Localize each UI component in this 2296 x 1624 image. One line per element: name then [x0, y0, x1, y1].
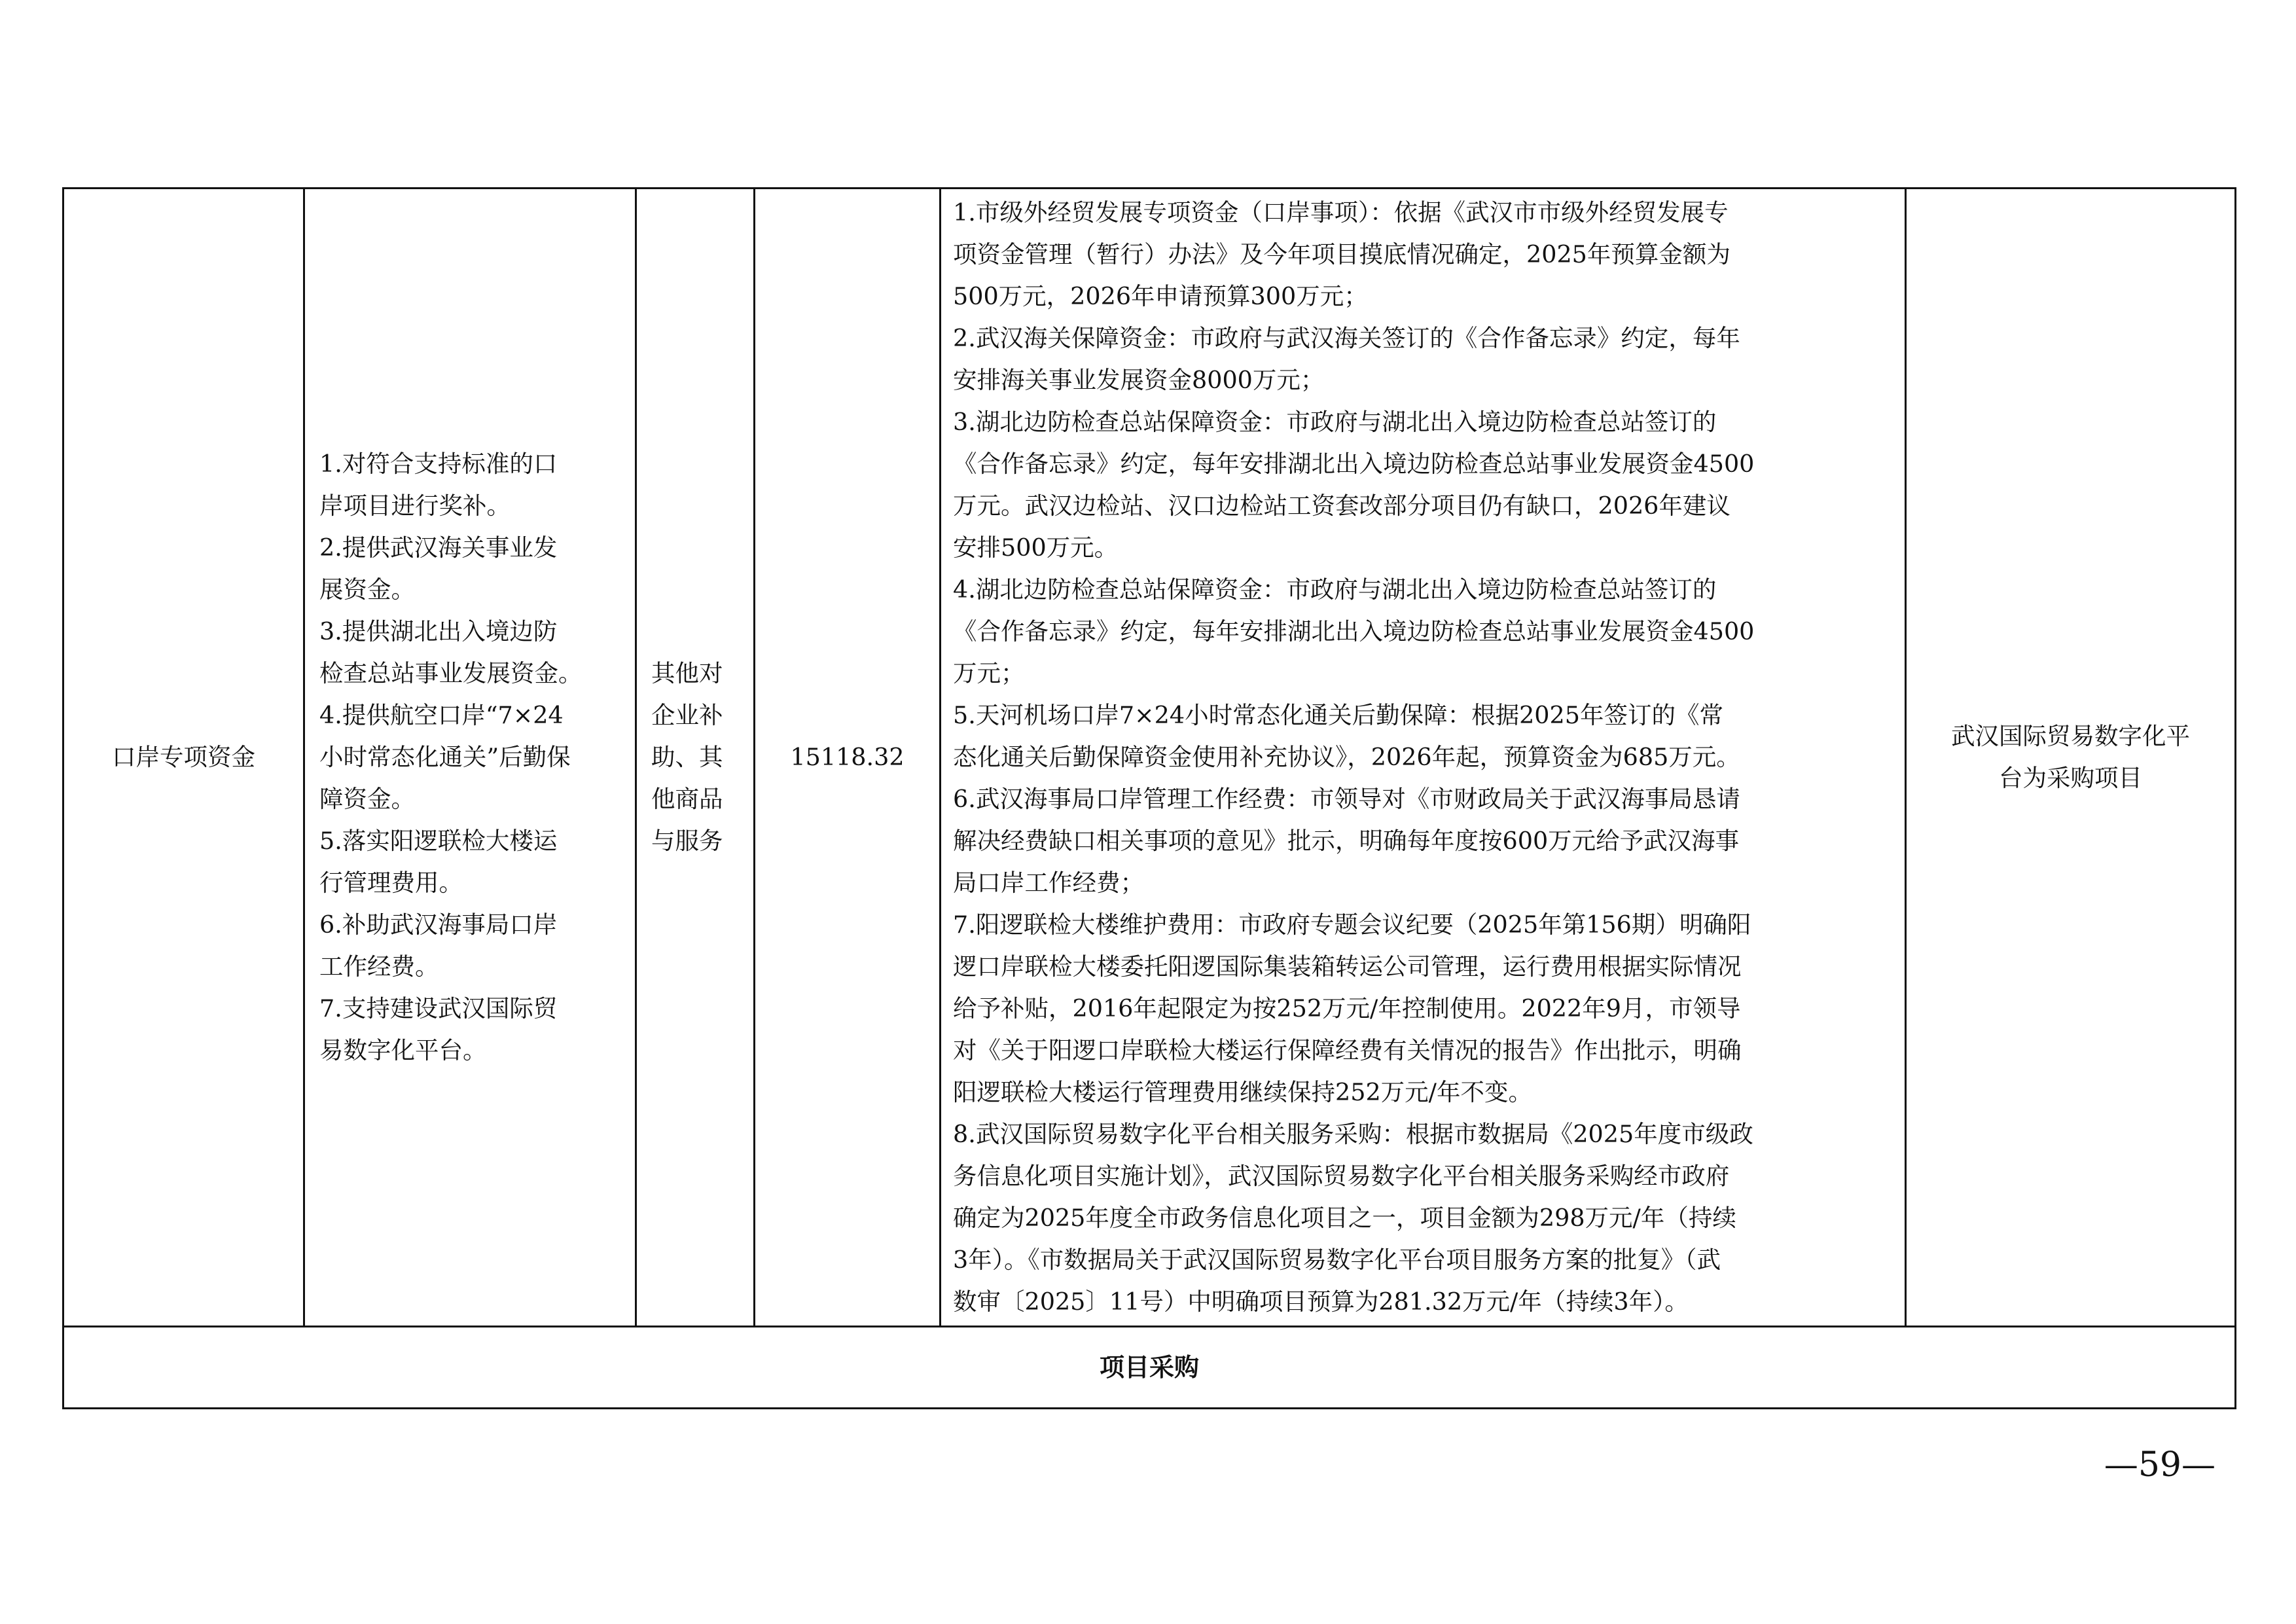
- basis-line: 8.武汉国际贸易数字化平台相关服务采购：根据市数据局《2025年度市级政: [953, 1120, 1753, 1148]
- basis-line: 给予补贴，2016年起限定为按252万元/年控制使用。2022年9月，市领导: [953, 994, 1741, 1022]
- basis-cell: [941, 189, 1906, 1327]
- content-line: 工作经费。: [319, 952, 439, 981]
- content-line: 6.补助武汉海事局口岸: [319, 911, 558, 939]
- basis-line: 对《关于阳逻口岸联检大楼运行保障经费有关情况的报告》作出批示，明确: [953, 1036, 1742, 1064]
- content-line: 障资金。: [319, 785, 415, 813]
- amount-value: 15118.32: [790, 743, 905, 771]
- basis-line: 3年）。《市数据局关于武汉国际贸易数字化平台项目服务方案的批复》（武: [953, 1246, 1721, 1274]
- section-heading-row: [63, 1327, 2236, 1409]
- basis-line: 7.阳逻联检大楼维护费用：市政府专题会议纪要（2025年第156期）明确阳: [953, 911, 1751, 939]
- basis-line: 万元。武汉边检站、汉口边检站工资套改部分项目仍有缺口，2026年建议: [953, 492, 1731, 520]
- basis-line: 《合作备忘录》约定，每年安排湖北出入境边防检查总站事业发展资金4500: [953, 617, 1755, 645]
- basis-line: 1.市级外经贸发展专项资金（口岸事项）：依据《武汉市市级外经贸发展专: [953, 198, 1729, 226]
- content-line: 1.对符合支持标准的口: [319, 450, 558, 478]
- basis-line: 解决经费缺口相关事项的意见》批示，明确每年度按600万元给予武汉海事: [953, 827, 1740, 855]
- category-line: 他商品: [651, 785, 723, 813]
- content-line: 展资金。: [319, 575, 415, 604]
- category-line: 企业补: [651, 701, 723, 729]
- page-number: —59—: [2104, 1445, 2215, 1485]
- expense-category-cell: [636, 189, 755, 1327]
- basis-line: 4.湖北边防检查总站保障资金：市政府与湖北出入境边防检查总站签订的: [953, 575, 1717, 604]
- project-name-cell: [63, 189, 304, 1327]
- section-heading: 项目采购: [63, 1327, 2236, 1409]
- content-line: 7.支持建设武汉国际贸: [319, 994, 558, 1022]
- basis-line: 项资金管理（暂行）办法》及今年项目摸底情况确定，2025年预算金额为: [953, 240, 1731, 268]
- content-line: 小时常态化通关”后勤保: [319, 743, 571, 771]
- basis-line: 逻口岸联检大楼委托阳逻国际集装箱转运公司管理，运行费用根据实际情况: [953, 952, 1742, 981]
- content-line: 岸项目进行奖补。: [319, 492, 511, 520]
- content-line: 3.提供湖北出入境边防: [319, 617, 558, 645]
- basis-line: 万元；: [953, 659, 1025, 687]
- basis-line: 局口岸工作经费；: [953, 869, 1144, 897]
- basis-line: 数审〔2025〕11号）中明确项目预算为281.32万元/年（持续3年）。: [953, 1288, 1689, 1316]
- amount-cell: [755, 189, 941, 1327]
- basis-line: 6.武汉海事局口岸管理工作经费：市领导对《市财政局关于武汉海事局恳请: [953, 785, 1740, 813]
- category-line: 与服务: [651, 827, 723, 855]
- basis-line: 2.武汉海关保障资金：市政府与武汉海关签订的《合作备忘录》约定，每年: [953, 324, 1740, 352]
- content-line: 5.落实阳逻联检大楼运: [319, 827, 558, 855]
- project-name: 口岸专项资金: [112, 743, 255, 771]
- basis-line: 安排500万元。: [953, 533, 1119, 562]
- content-line: 检查总站事业发展资金。: [319, 659, 583, 687]
- remark-cell: [1906, 189, 2236, 1327]
- basis-line: 5.天河机场口岸7×24小时常态化通关后勤保障：根据2025年签订的《常: [953, 701, 1723, 729]
- budget-table: [62, 187, 2236, 1409]
- content-line: 4.提供航空口岸“7×24: [319, 701, 564, 729]
- category-line: 助、其: [651, 743, 723, 771]
- basis-line: 500万元，2026年申请预算300万元；: [953, 282, 1368, 310]
- category-line: 其他对: [651, 659, 723, 687]
- remark-line: 武汉国际贸易数字化平: [1951, 722, 2190, 750]
- table-row: [63, 189, 2236, 1327]
- basis-line: 确定为2025年度全市政务信息化项目之一，项目金额为298万元/年（持续: [953, 1204, 1736, 1232]
- basis-line: 务信息化项目实施计划》，武汉国际贸易数字化平台相关服务采购经市政府: [953, 1162, 1730, 1190]
- basis-line: 安排海关事业发展资金8000万元；: [953, 366, 1325, 394]
- content-line: 行管理费用。: [319, 869, 463, 897]
- basis-line: 《合作备忘录》约定，每年安排湖北出入境边防检查总站事业发展资金4500: [953, 450, 1755, 478]
- basis-line: 阳逻联检大楼运行管理费用继续保持252万元/年不变。: [953, 1078, 1532, 1106]
- basis-line: 态化通关后勤保障资金使用补充协议》，2026年起，预算资金为685万元。: [953, 743, 1740, 771]
- content-line: 2.提供武汉海关事业发: [319, 533, 558, 562]
- basis-line: 3.湖北边防检查总站保障资金：市政府与湖北出入境边防检查总站签订的: [953, 408, 1717, 436]
- content-line: 易数字化平台。: [319, 1036, 487, 1064]
- project-content-cell: [304, 189, 636, 1327]
- remark-line: 台为采购项目: [1999, 764, 2142, 792]
